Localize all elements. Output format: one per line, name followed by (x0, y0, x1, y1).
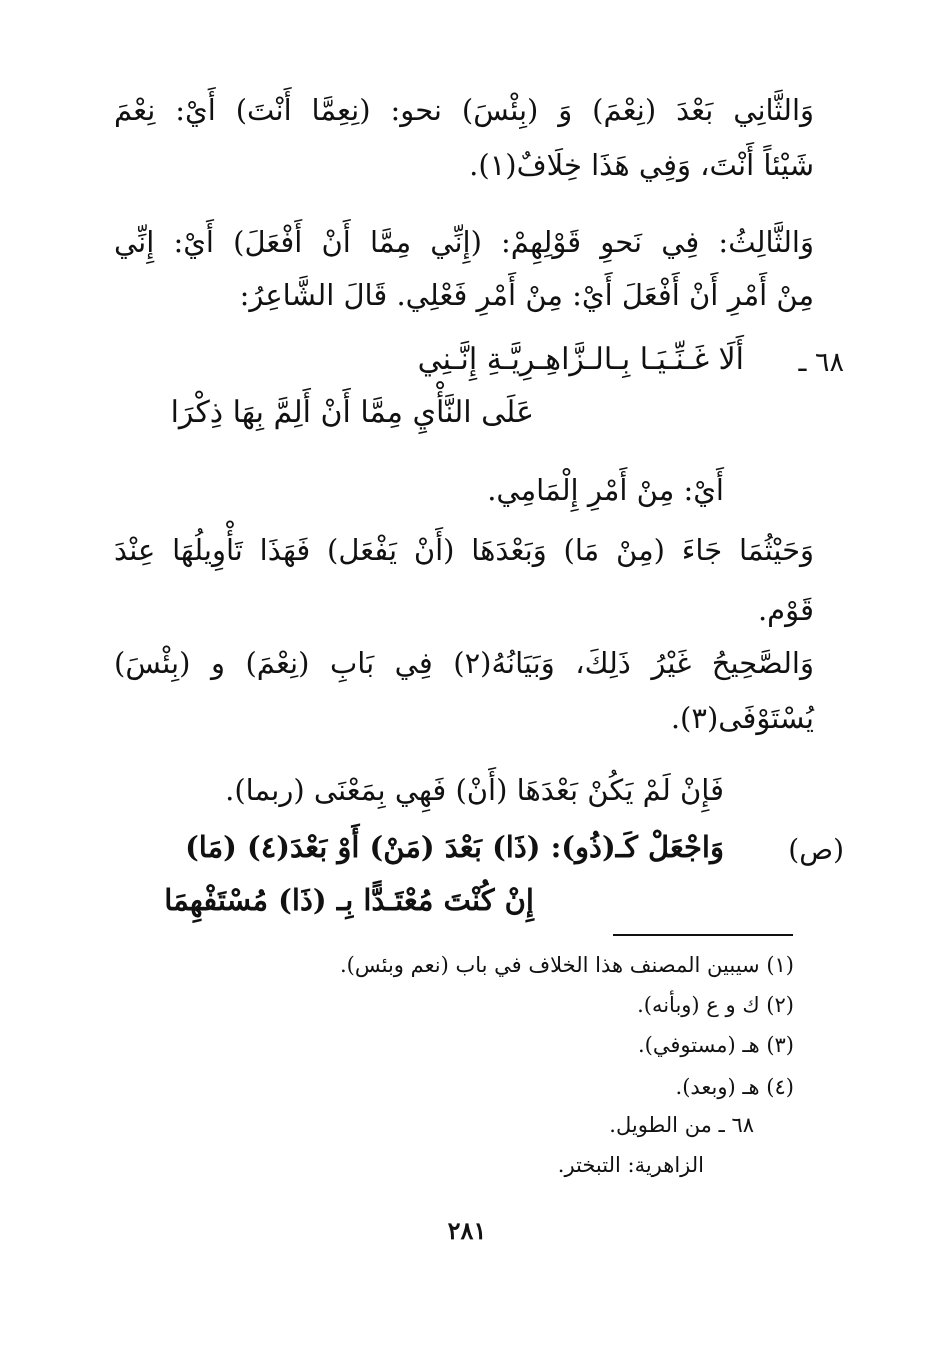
verse-number: ٦٨ ـ (798, 347, 844, 378)
footnote: (٤) هـ (وبعد). (675, 1075, 794, 1099)
footnote: (١) سيبين المصنف هذا الخلاف في باب (نعم وبئس). (339, 953, 794, 977)
footnote: الزاهرية: التبختر. (557, 1153, 704, 1177)
footnote: (٢) ك و ع (وبأنه). (637, 993, 794, 1017)
paragraph-line: مِنْ أَمْرِ أَنْ أَفْعَلَ أَيْ: مِنْ أَمْرِ فَعْلِي. قَالَ الشَّاعِرُ: (239, 278, 814, 312)
paragraph-line: يُسْتَوْفَى(٣). (670, 701, 814, 735)
paragraph-line: وَالثَّالِثُ: فِي نَحوِ قَوْلِهِمْ: (إِنِّي مِمَّا أَنْ أَفْعَلَ) أَيْ: إِنِّي (114, 225, 814, 259)
page-number: ٢٨١ (447, 1216, 487, 1245)
footnote: (٣) هـ (مستوفي). (637, 1033, 794, 1057)
footnote-divider (613, 934, 793, 936)
paragraph-line: وَالصَّحِيحُ غَيْرُ ذَلِكَ، وَبَيَانُهُ(٢) فِي بَابِ (نِعْمَ) و (بِئْسَ) (114, 646, 814, 680)
sad-marker: (ص) (788, 833, 844, 866)
paragraph-line: وَالثَّانِي بَعْدَ (نِعْمَ) وَ (بِئْسَ) نحو: (نِعِمَّا أَنْتَ) أَيْ: نِعْمَ (114, 93, 814, 127)
matn-line: إِنْ كُنْتَ مُعْتَـدًّا بِـ (ذَا) مُسْتَفْهِمَا (164, 883, 534, 917)
footnote: ٦٨ ـ من الطويل. (609, 1113, 754, 1137)
paragraph-line: وَحَيْثُمَا جَاءَ (مِنْ مَا) وَبَعْدَهَا (أَنْ يَفْعَل) فَهَذَا تَأْوِيلُهَا عِنْدَ (114, 533, 814, 567)
verse-hemistich-first: أَلَا غَـنِّـيَـا بِـالـزَّاهِـرِيَّـةِ إِنَّـنِي (417, 342, 744, 377)
paragraph-line: أَيْ: مِنْ أَمْرِ إِلْمَامِي. (487, 473, 724, 507)
paragraph-line: قَوْم. (757, 593, 814, 627)
matn-line: وَاجْعَلْ كَـ(ذُو): (ذَا) بَعْدَ (مَنْ) أَوْ بَعْدَ(٤) (مَا) (185, 830, 724, 864)
paragraph-line: شَيْئاً أَنْتَ، وَفِي هَذَا خِلَافٌ(١). (469, 148, 814, 182)
paragraph-line: فَإِنْ لَمْ يَكُنْ بَعْدَهَا (أَنْ) فَهِي بِمَعْنَى (ربما). (225, 773, 724, 807)
verse-hemistich-second: عَلَى النَّأْيِ مِمَّا أَنْ أَلِمَّ بِهَا ذِكْرَا (170, 395, 534, 430)
